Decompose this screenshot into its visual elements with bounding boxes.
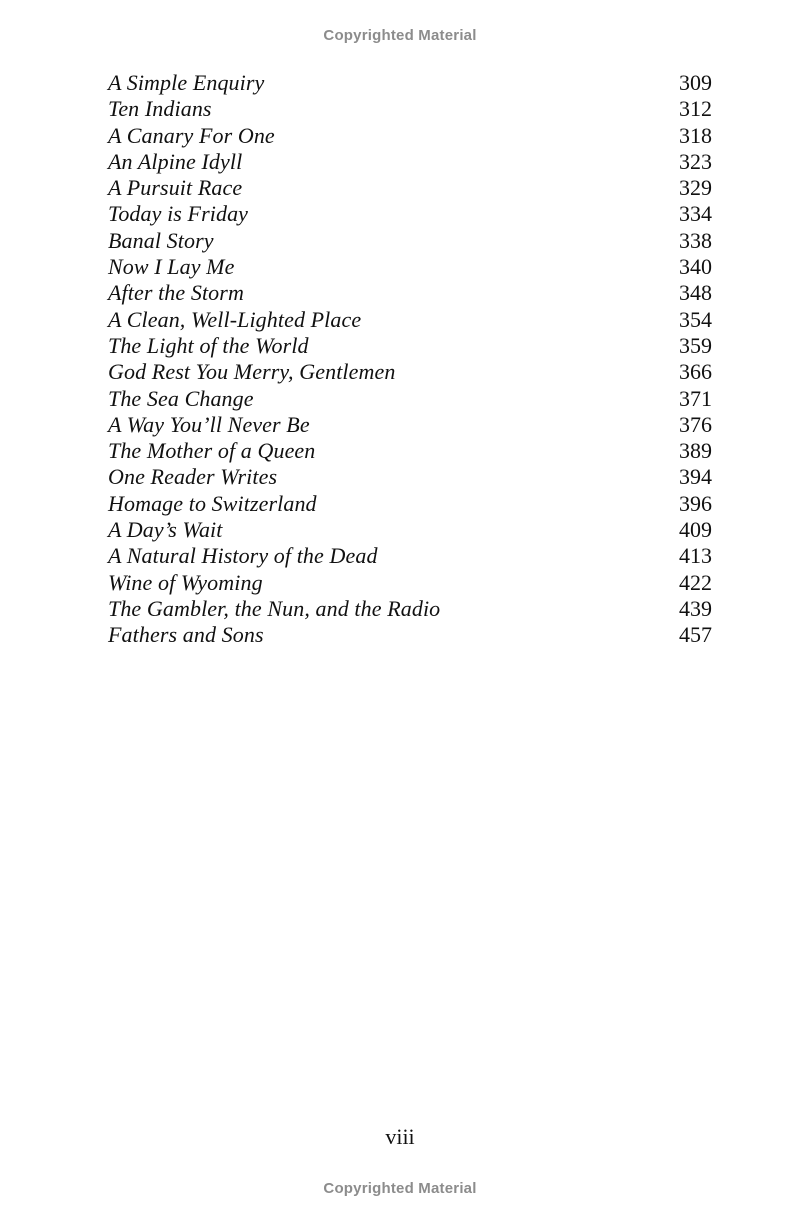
toc-entry bbox=[108, 543, 712, 569]
toc-entry-title: Wine of Wyoming bbox=[108, 569, 263, 595]
toc-entry bbox=[108, 307, 712, 333]
toc-entry bbox=[108, 517, 712, 543]
toc-entry bbox=[108, 412, 712, 438]
toc-entry-title: One Reader Writes bbox=[108, 464, 278, 490]
toc-entry-title: Homage to Switzerland bbox=[108, 490, 317, 516]
toc-entry-title: A Simple Enquiry bbox=[108, 70, 265, 95]
toc-entry bbox=[108, 570, 712, 596]
toc-entry-title: An Alpine Idyll bbox=[108, 148, 243, 174]
copyright-watermark-bottom: Copyrighted Material bbox=[323, 1180, 477, 1197]
toc-entry bbox=[108, 254, 712, 280]
toc-entry-title: A Pursuit Race bbox=[108, 175, 243, 201]
toc-entry-page: 439 bbox=[679, 595, 712, 621]
toc-entry-page: 340 bbox=[679, 254, 712, 280]
toc-entry-page: 366 bbox=[679, 359, 712, 385]
toc-entry-page: 338 bbox=[679, 227, 712, 253]
toc-entry bbox=[108, 228, 712, 254]
toc-entry-page: 413 bbox=[679, 543, 712, 569]
toc-entry-title: A Clean, Well-Lighted Place bbox=[108, 306, 362, 332]
toc-entry-page: 334 bbox=[679, 201, 712, 227]
toc-entry-title: God Rest You Merry, Gentlemen bbox=[108, 359, 396, 385]
toc-entry bbox=[108, 123, 712, 149]
toc-entry bbox=[108, 438, 712, 464]
toc-entry bbox=[108, 359, 712, 385]
toc-entry-page: 389 bbox=[679, 438, 712, 464]
toc-entry bbox=[108, 464, 712, 490]
toc-entry-page: 396 bbox=[679, 490, 712, 516]
toc-entry-title: Fathers and Sons bbox=[108, 622, 264, 648]
toc-entry-title: The Gambler, the Nun, and the Radio bbox=[108, 595, 441, 621]
toc-entry bbox=[108, 596, 712, 622]
toc-entry-page: 457 bbox=[679, 622, 712, 648]
toc-entry-page: 309 bbox=[679, 70, 712, 95]
toc-entry bbox=[108, 491, 712, 517]
toc-entry bbox=[108, 280, 712, 306]
toc-entry bbox=[108, 386, 712, 412]
toc-entry bbox=[108, 622, 712, 648]
page-number: viii bbox=[385, 1124, 415, 1149]
toc-entry-title: Ten Indians bbox=[108, 96, 212, 122]
toc-entry-title: A Natural History of the Dead bbox=[108, 543, 378, 569]
toc-entry-page: 376 bbox=[679, 411, 712, 437]
toc-entry-page: 318 bbox=[679, 122, 712, 148]
toc-entry bbox=[108, 175, 712, 201]
toc-entry-title: The Light of the World bbox=[108, 332, 309, 358]
toc-entry-page: 359 bbox=[679, 332, 712, 358]
toc-entry-title: The Mother of a Queen bbox=[108, 438, 316, 464]
toc-entry bbox=[108, 70, 712, 96]
toc-entry bbox=[108, 333, 712, 359]
toc-entry-title: The Sea Change bbox=[108, 385, 254, 411]
toc-entry-title: After the Storm bbox=[108, 280, 244, 306]
toc-entry-page: 371 bbox=[679, 385, 712, 411]
table-of-contents bbox=[108, 70, 712, 649]
toc-entry-title: Banal Story bbox=[108, 227, 214, 253]
toc-entry-title: A Canary For One bbox=[108, 122, 275, 148]
toc-entry-title: Now I Lay Me bbox=[108, 254, 235, 280]
toc-entry-page: 409 bbox=[679, 517, 712, 543]
toc-entry-page: 422 bbox=[679, 569, 712, 595]
toc-entry-page: 354 bbox=[679, 306, 712, 332]
toc-entry-page: 348 bbox=[679, 280, 712, 306]
toc-entry-title: A Way You’ll Never Be bbox=[108, 411, 310, 437]
toc-entry-title: Today is Friday bbox=[108, 201, 249, 227]
copyright-watermark-top: Copyrighted Material bbox=[323, 27, 477, 44]
toc-entry-title: A Day’s Wait bbox=[108, 517, 223, 543]
toc-entry bbox=[108, 149, 712, 175]
toc-entry bbox=[108, 96, 712, 122]
toc-entry-page: 312 bbox=[679, 96, 712, 122]
toc-entry-page: 323 bbox=[679, 148, 712, 174]
toc-entry-page: 394 bbox=[679, 464, 712, 490]
toc-entry-page: 329 bbox=[679, 175, 712, 201]
toc-entry bbox=[108, 201, 712, 227]
